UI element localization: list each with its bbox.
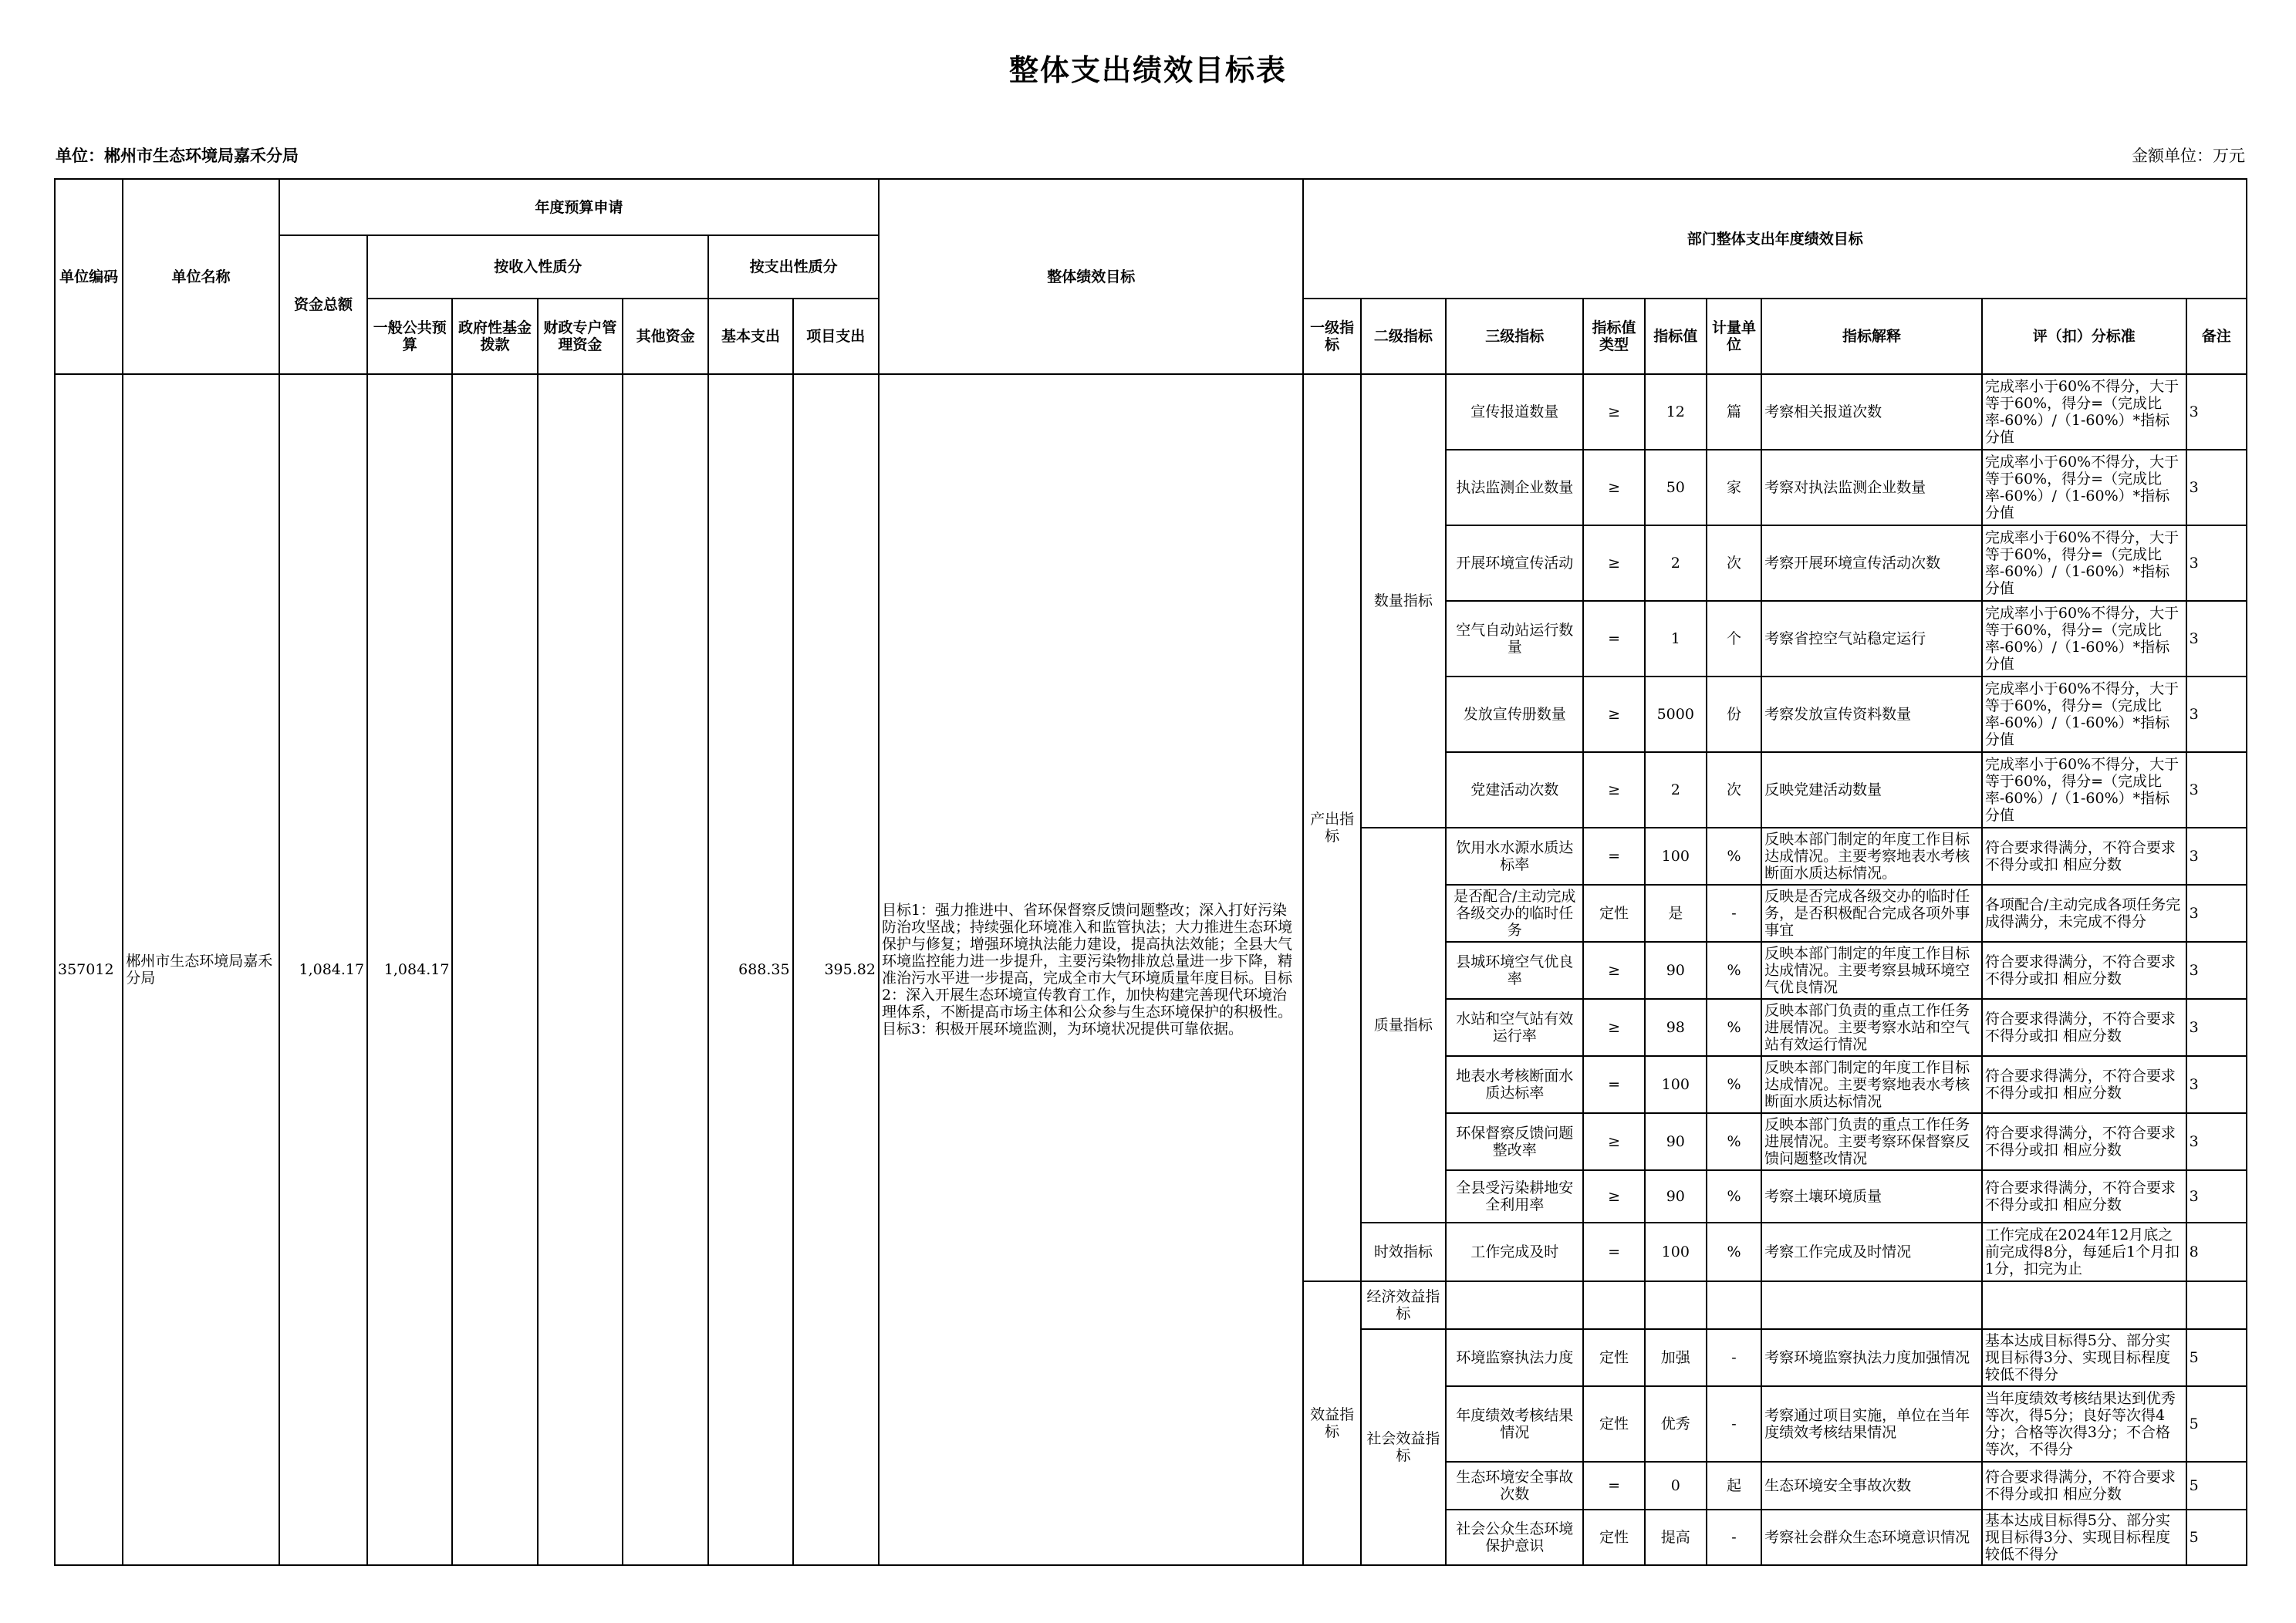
row-explain: 反映党建活动数量	[1761, 752, 1982, 828]
header-dept-group: 部门整体支出年度绩效目标	[1303, 179, 2247, 299]
header-unit: 计量单位	[1707, 299, 1761, 374]
row-type: =	[1583, 828, 1644, 885]
record-project: 395.82	[793, 374, 879, 1565]
row-standard: 当年度绩效考核结果达到优秀等次，得5分；良好等次得4分；合格等次得3分；不合格等次，不得分	[1984, 1390, 2176, 1458]
row-explain: 反映是否完成各级交办的临时任务，是否积极配合完成各项外事事宜	[1764, 888, 1970, 939]
row-note: 8	[2186, 1223, 2247, 1281]
record-code: 357012	[55, 374, 123, 1565]
record-other	[623, 374, 708, 1565]
group-timeliness: 时效指标	[1361, 1223, 1446, 1281]
header-note: 备注	[2186, 299, 2247, 374]
row-standard: 符合要求得满分，不符合要求不得分或扣 相应分数	[1982, 1056, 2186, 1113]
row-value: 2	[1645, 752, 1707, 828]
row-unit: 家	[1707, 450, 1761, 525]
row-explain: 考察相关报道次数	[1761, 374, 1982, 450]
header-expense-group: 按支出性质分	[708, 235, 879, 299]
row-type: ≥	[1583, 1170, 1644, 1223]
row-l3: 水站和空气站有效运行率	[1446, 999, 1583, 1056]
row-standard: 完成率小于60%不得分，大于等于60%，得分=（完成比率-60%）/（1-60%）*指标分值	[1984, 529, 2180, 597]
row-note: 3	[2186, 601, 2247, 677]
row-unit: %	[1707, 999, 1761, 1056]
row-value: 90	[1645, 1113, 1707, 1170]
row-standard: 符合要求得满分，不符合要求不得分或扣 相应分数	[1982, 1170, 2186, 1223]
row-value: 98	[1645, 999, 1707, 1056]
group-quality: 质量指标	[1361, 828, 1446, 1223]
row-type: =	[1583, 601, 1644, 677]
row-explain: 生态环境安全事故次数	[1761, 1462, 1982, 1510]
row-l3: 空气自动站运行数量	[1446, 601, 1583, 677]
row-l3: 县城环境空气优良率	[1446, 942, 1583, 999]
row-standard: 基本达成目标得5分、部分实现目标得3分、实现目标程度较低不得分	[1984, 1512, 2170, 1563]
header-budget-group: 年度预算申请	[279, 179, 879, 235]
record-basic: 688.35	[708, 374, 792, 1565]
row-note: 5	[2186, 1329, 2247, 1386]
row-explain: 考察开展环境宣传活动次数	[1761, 525, 1982, 601]
row-note: 3	[2186, 999, 2247, 1056]
row-l3: 地表水考核断面水质达标率	[1446, 1056, 1583, 1113]
row-standard: 完成率小于60%不得分，大于等于60%，得分=（完成比率-60%）/（1-60%）*指标分值	[1984, 605, 2180, 673]
row-value: 50	[1645, 450, 1707, 525]
record-gov-fund	[452, 374, 537, 1565]
row-type: 定性	[1583, 1510, 1644, 1565]
row-type: =	[1583, 1223, 1644, 1281]
row-note: 5	[2186, 1510, 2247, 1565]
row-note: 5	[2186, 1462, 2247, 1510]
row-l3: 生态环境安全事故次数	[1446, 1462, 1583, 1510]
table-row	[55, 374, 2247, 450]
row-type: ≥	[1583, 450, 1644, 525]
row-unit: 起	[1707, 1462, 1761, 1510]
row-note: 3	[2186, 450, 2247, 525]
row-l3: 社会公众生态环境保护意识	[1446, 1510, 1583, 1565]
header-basic: 基本支出	[708, 299, 792, 374]
row-type: 定性	[1583, 1386, 1644, 1462]
row-l3: 工作完成及时	[1446, 1223, 1583, 1281]
row-note: 3	[2186, 752, 2247, 828]
row-standard: 符合要求得满分，不符合要求不得分或扣 相应分数	[1982, 942, 2186, 999]
header-income-group: 按收入性质分	[367, 235, 708, 299]
header-explain: 指标解释	[1761, 299, 1982, 374]
row-standard: 符合要求得满分，不符合要求不得分或扣 相应分数	[1982, 828, 2186, 885]
row-type: ≥	[1583, 374, 1644, 450]
row-unit: %	[1707, 1113, 1761, 1170]
header-overall: 整体绩效目标	[879, 179, 1304, 374]
row-note: 3	[2186, 1170, 2247, 1223]
row-note: 3	[2186, 1056, 2247, 1113]
row-explain: 考察社会群众生态环境意识情况	[1761, 1510, 1982, 1565]
row-standard: 完成率小于60%不得分，大于等于60%，得分=（完成比率-60%）/（1-60%）*指标分值	[1984, 378, 2180, 446]
row-unit: -	[1707, 885, 1761, 942]
row-unit: %	[1707, 1056, 1761, 1113]
row-type: ≥	[1583, 942, 1644, 999]
record-special	[538, 374, 623, 1565]
row-value: 90	[1645, 942, 1707, 999]
row-explain: 考察环境监察执法力度加强情况	[1761, 1329, 1982, 1386]
row-value: 提高	[1645, 1510, 1707, 1565]
unit-label: 单位：郴州市生态环境局嘉禾分局	[56, 147, 299, 165]
header-lvl1: 一级指标	[1303, 299, 1360, 374]
row-type: ≥	[1583, 752, 1644, 828]
row-l3: 全县受污染耕地安全利用率	[1446, 1170, 1583, 1223]
row-standard: 符合要求得满分，不符合要求不得分或扣 相应分数	[1982, 999, 2186, 1056]
row-value: 2	[1645, 525, 1707, 601]
header-total: 资金总额	[279, 235, 367, 374]
row-value: 是	[1645, 885, 1707, 942]
row-value: 90	[1645, 1170, 1707, 1223]
row-note: 5	[2186, 1386, 2247, 1462]
row-l3: 是否配合/主动完成各级交办的临时任务	[1446, 885, 1583, 942]
row-unit: -	[1707, 1329, 1761, 1386]
record-overall: 目标1：强力推进中、省环保督察反馈问题整改；深入打好污染防治攻坚战；持续强化环境准入和监管执法；大力推进生态环境保护与修复；增强环境执法能力建设，提高执法效能；全县大气环境监控能力进一步提升，主要污染物排放总量进一步下降，精准治污水平进一步提高，完成全市大气环境质量年度目标。目标2：深入开展生态环境宣传教育工作，加快构建完善现代环境治理体系，不断提高市场主体和公众参与生态环境保护的积极性。目标3：积极开展环境监测，为环境状况提供可靠依据。	[879, 374, 1304, 1565]
row-explain: 反映本部门负责的重点工作任务进展情况。主要考察水站和空气站有效运行情况	[1764, 1002, 1970, 1053]
row-note: 3	[2186, 828, 2247, 885]
row-type: 定性	[1583, 885, 1644, 942]
group-social: 社会效益指标	[1361, 1329, 1446, 1565]
row-l3: 年度绩效考核结果情况	[1446, 1386, 1583, 1462]
row-unit: 个	[1707, 601, 1761, 677]
row-standard: 各项配合/主动完成各项任务完成得满分，未完成不得分	[1982, 885, 2186, 942]
row-note: 3	[2186, 525, 2247, 601]
row-unit: 篇	[1707, 374, 1761, 450]
header-lvl3: 三级指标	[1446, 299, 1583, 374]
row-l3: 宣传报道数量	[1446, 374, 1583, 450]
group-output: 产出指标	[1303, 374, 1360, 1281]
row-l3: 执法监测企业数量	[1446, 450, 1583, 525]
group-quantity: 数量指标	[1361, 374, 1446, 828]
row-unit: 份	[1707, 677, 1761, 752]
row-unit: -	[1707, 1510, 1761, 1565]
row-standard: 完成率小于60%不得分，大于等于60%，得分=（完成比率-60%）/（1-60%）*指标分值	[1984, 680, 2180, 748]
row-value: 100	[1645, 1223, 1707, 1281]
row-value: 12	[1645, 374, 1707, 450]
row-explain: 考察发放宣传资料数量	[1761, 677, 1982, 752]
row-type: ≥	[1583, 525, 1644, 601]
group-economic: 经济效益指标	[1361, 1281, 1446, 1329]
header-other: 其他资金	[623, 299, 708, 374]
row-value: 1	[1645, 601, 1707, 677]
row-type: ≥	[1583, 677, 1644, 752]
row-standard: 符合要求得满分，不符合要求不得分或扣 相应分数	[1982, 1113, 2186, 1170]
row-type: =	[1583, 1056, 1644, 1113]
row-l3: 环境监察执法力度	[1446, 1329, 1583, 1386]
row-unit: 次	[1707, 752, 1761, 828]
header-general: 一般公共预算	[367, 299, 452, 374]
row-explain: 反映本部门制定的年度工作目标达成情况。主要考察地表水考核断面水质达标情况	[1764, 1059, 1970, 1110]
header-gov-fund: 政府性基金拨款	[452, 299, 537, 374]
row-type: ≥	[1583, 1113, 1644, 1170]
row-explain: 考察对执法监测企业数量	[1761, 450, 1982, 525]
header-vtype: 指标值类型	[1583, 299, 1644, 374]
header-value: 指标值	[1645, 299, 1707, 374]
row-type: 定性	[1583, 1329, 1644, 1386]
row-standard: 工作完成在2024年12月底之前完成得8分，每延后1个月扣1分，扣完为止	[1984, 1227, 2180, 1277]
row-standard: 基本达成目标得5分、部分实现目标得3分、实现目标程度较低不得分	[1984, 1332, 2170, 1383]
row-unit: -	[1707, 1386, 1761, 1462]
row-unit: 次	[1707, 525, 1761, 601]
row-standard: 符合要求得满分，不符合要求不得分或扣 相应分数	[1982, 1462, 2186, 1510]
header-standard: 评（扣）分标准	[1982, 299, 2186, 374]
row-l3: 开展环境宣传活动	[1446, 525, 1583, 601]
record-general: 1,084.17	[367, 374, 452, 1565]
row-l3: 饮用水水源水质达标率	[1446, 828, 1583, 885]
row-note: 3	[2186, 885, 2247, 942]
row-note: 3	[2186, 942, 2247, 999]
header-name: 单位名称	[123, 179, 279, 374]
row-unit: %	[1707, 1223, 1761, 1281]
row-unit: %	[1707, 1170, 1761, 1223]
header-lvl2: 二级指标	[1361, 299, 1446, 374]
row-note: 3	[2186, 374, 2247, 450]
row-l3: 环保督察反馈问题整改率	[1446, 1113, 1583, 1170]
header-code: 单位编码	[55, 179, 123, 374]
header-special: 财政专户管理资金	[538, 299, 623, 374]
group-benefit: 效益指标	[1303, 1281, 1360, 1565]
row-unit: %	[1707, 828, 1761, 885]
record-name: 郴州市生态环境局嘉禾分局	[123, 374, 279, 1565]
performance-table	[54, 178, 2247, 1566]
row-type: ≥	[1583, 999, 1644, 1056]
row-explain: 考察通过项目实施，单位在当年度绩效考核结果情况	[1761, 1386, 1982, 1462]
row-explain: 反映本部门制定的年度工作目标达成情况。主要考察县城环境空气优良情况	[1764, 945, 1970, 996]
page-title: 整体支出绩效目标表	[1008, 53, 1287, 87]
row-explain: 考察土壤环境质量	[1761, 1170, 1982, 1223]
row-value: 0	[1645, 1462, 1707, 1510]
money-unit-label: 金额单位：万元	[2132, 147, 2245, 165]
row-l3: 党建活动次数	[1446, 752, 1583, 828]
row-explain: 反映本部门制定的年度工作目标达成情况。主要考察地表水考核断面水质达标情况。	[1764, 831, 1970, 882]
row-explain: 反映本部门负责的重点工作任务进展情况。主要考察环保督察反馈问题整改情况	[1764, 1116, 1970, 1167]
row-value: 加强	[1645, 1329, 1707, 1386]
row-explain: 考察工作完成及时情况	[1761, 1223, 1982, 1281]
row-unit: %	[1707, 942, 1761, 999]
row-value: 优秀	[1645, 1386, 1707, 1462]
row-note: 3	[2186, 1113, 2247, 1170]
row-value: 100	[1645, 1056, 1707, 1113]
record-total: 1,084.17	[279, 374, 367, 1565]
row-standard: 完成率小于60%不得分，大于等于60%，得分=（完成比率-60%）/（1-60%）*指标分值	[1984, 756, 2180, 824]
row-value: 100	[1645, 828, 1707, 885]
row-explain: 考察省控空气站稳定运行	[1761, 601, 1982, 677]
row-value: 5000	[1645, 677, 1707, 752]
row-note: 3	[2186, 677, 2247, 752]
row-type: =	[1583, 1462, 1644, 1510]
row-standard: 完成率小于60%不得分，大于等于60%，得分=（完成比率-60%）/（1-60%）*指标分值	[1984, 454, 2180, 521]
header-project: 项目支出	[793, 299, 879, 374]
row-l3: 发放宣传册数量	[1446, 677, 1583, 752]
